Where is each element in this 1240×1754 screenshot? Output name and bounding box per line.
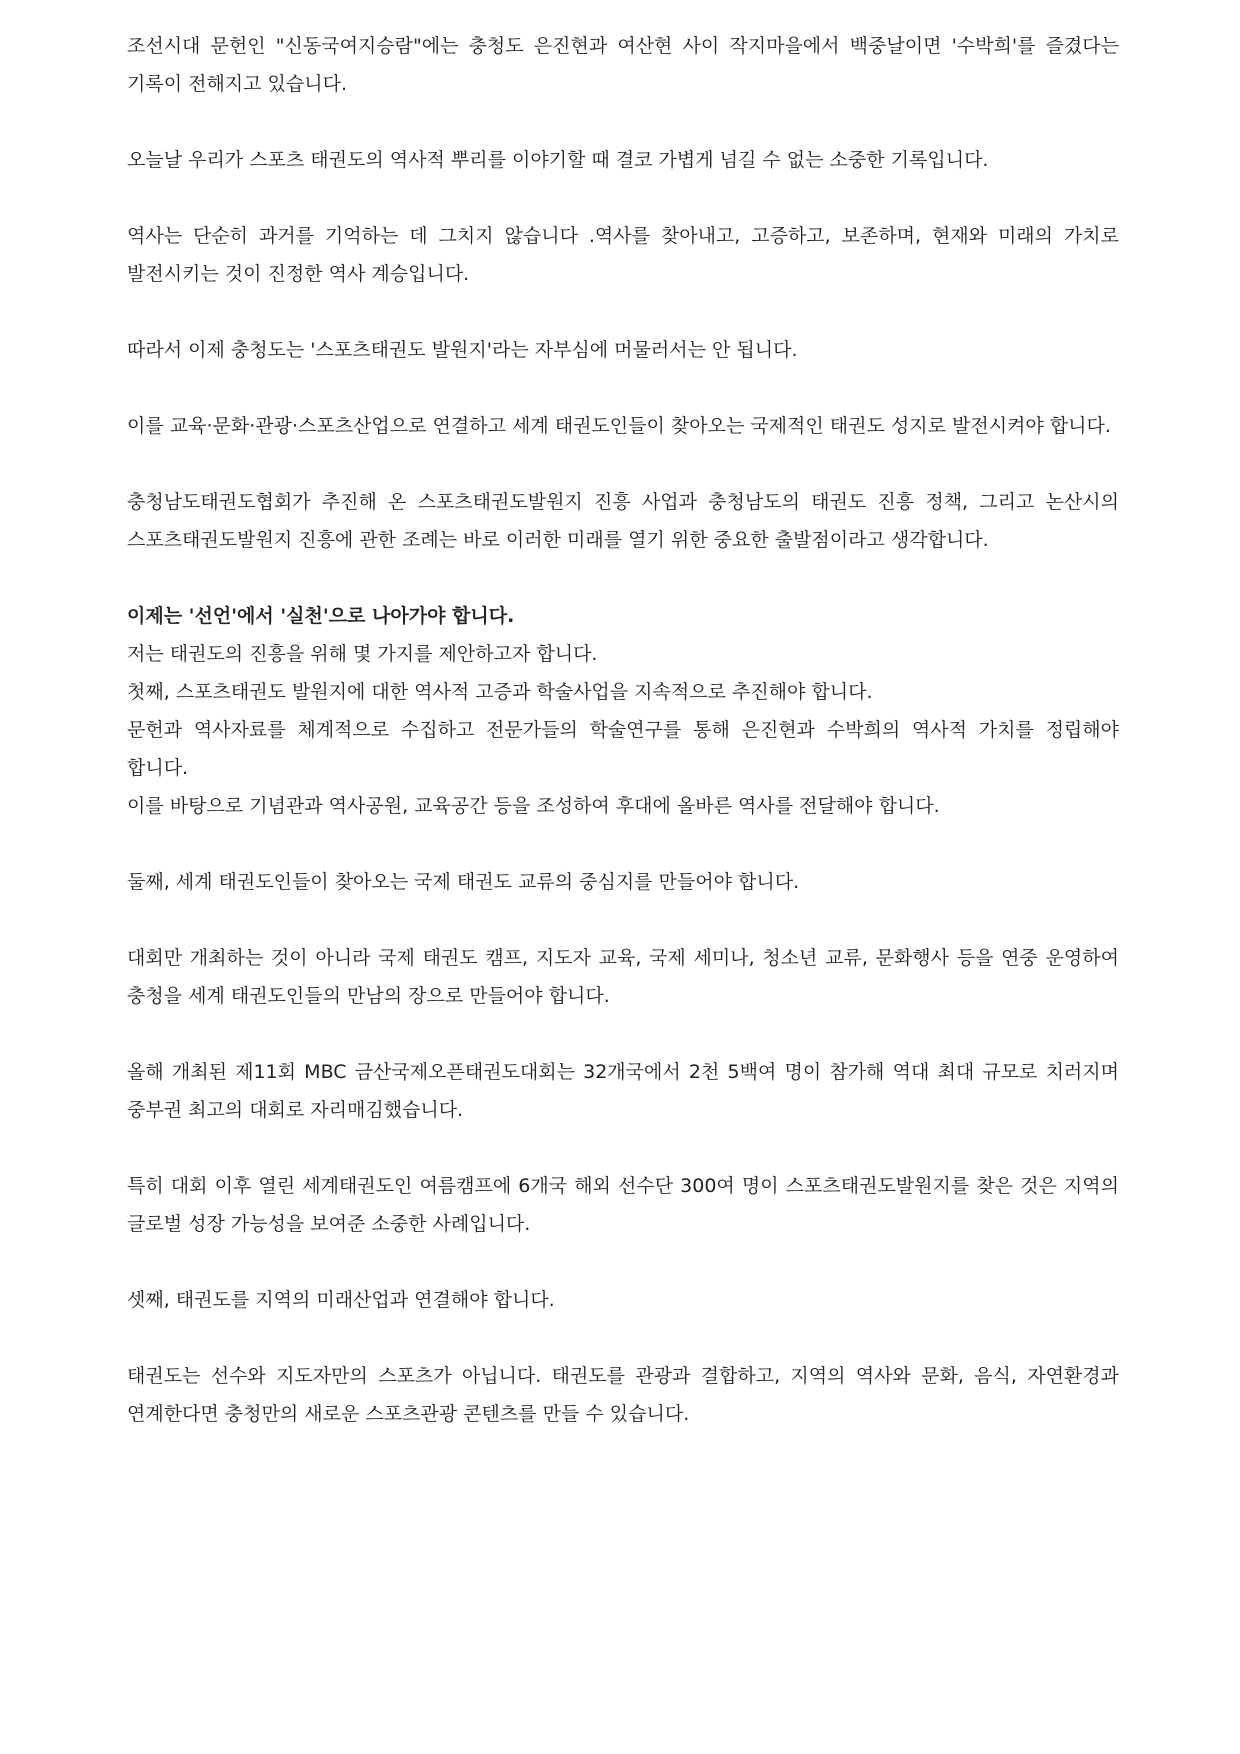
document-body xyxy=(127,27,1119,1433)
paragraph-second-proposal: 둘째, 세계 태권도인들이 찾아오는 국제 태권도 교류의 중심지를 만들어야 합니다. xyxy=(127,871,800,893)
paragraph-third-proposal: 셋째, 태권도를 지역의 미래산업과 연결해야 합니다. xyxy=(127,1289,555,1311)
paragraph-precious-record: 오늘날 우리가 스포츠 태권도의 역사적 뿌리를 이야기할 때 결코 가볍게 넘길 수 없는 소중한 기록입니다. xyxy=(127,149,989,171)
paragraph-memorial-hall: 이를 바탕으로 기념관과 역사공원, 교육공간 등을 조성하여 후대에 올바른 역사를 전달해야 합니다. xyxy=(127,795,940,817)
paragraph-year-round-programs: 대회만 개최하는 것이 아니라 국제 태권도 캠프, 지도자 교육, 국제 세미나, 청소년 교류, 문화행사 등을 연중 운영하여 충청을 세계 태권도인들의 만남의 장으로 만들어야 합니다. xyxy=(127,947,1119,1007)
paragraph-research-archives: 문헌과 역사자료를 체계적으로 수집하고 전문가들의 학술연구를 통해 은진현과 수박희의 역사적 가치를 정립해야 합니다. xyxy=(127,719,1119,779)
paragraph-sindonggukyeoji-record: 조선시대 문헌인 "신동국여지승람"에는 충청도 은진현과 여산현 사이 작지마을에서 백중날이면 '수박희'를 즐겼다는 기록이 전해지고 있습니다. xyxy=(127,35,1119,95)
paragraph-history-inheritance: 역사는 단순히 과거를 기억하는 데 그치지 않습니다 .역사를 찾아내고, 고증하고, 보존하며, 현재와 미래의 가치로 발전시키는 것이 진정한 역사 계승입니다. xyxy=(127,225,1119,285)
section-heading-declaration-to-action: 이제는 '선언'에서 '실천'으로 나아가야 합니다. xyxy=(127,605,515,627)
paragraph-not-just-pride: 따라서 이제 충청도는 '스포츠태권도 발원지'라는 자부심에 머물러서는 안 됩니다. xyxy=(127,339,798,361)
paragraph-proposals-intro: 저는 태권도의 진흥을 위해 몇 가지를 제안하고자 합니다. xyxy=(127,643,598,665)
paragraph-starting-point: 충청남도태권도협회가 추진해 온 스포츠태권도발원지 진흥 사업과 충청남도의 태권도 진흥 정책, 그리고 논산시의 스포츠태권도발원지 진흥에 관한 조례는 바로 이러한 미래를 열기 위한 중요한 출발점이라고 생각합니다. xyxy=(127,491,1119,551)
paragraph-summer-camp: 특히 대회 이후 열린 세계태권도인 여름캠프에 6개국 해외 선수단 300여 명이 스포츠태권도발원지를 찾은 것은 지역의 글로벌 성장 가능성을 보여준 소중한 사례입니다. xyxy=(127,1175,1119,1235)
paragraph-international-holy-site: 이를 교육·문화·관광·스포츠산업으로 연결하고 세계 태권도인들이 찾아오는 국제적인 태권도 성지로 발전시켜야 합니다. xyxy=(127,415,1111,437)
paragraph-sports-tourism: 태권도는 선수와 지도자만의 스포츠가 아닙니다. 태권도를 관광과 결합하고, 지역의 역사와 문화, 음식, 자연환경과 연계한다면 충청만의 새로운 스포츠관광 콘텐츠를 만들 수 있습니다. xyxy=(127,1365,1119,1425)
paragraph-mbc-geumsan-open: 올해 개최된 제11회 MBC 금산국제오픈태권도대회는 32개국에서 2천 5백여 명이 참가해 역대 최대 규모로 치러지며 중부권 최고의 대회로 자리매김했습니다. xyxy=(127,1061,1119,1121)
paragraph-first-proposal: 첫째, 스포츠태권도 발원지에 대한 역사적 고증과 학술사업을 지속적으로 추진해야 합니다. xyxy=(127,681,873,703)
